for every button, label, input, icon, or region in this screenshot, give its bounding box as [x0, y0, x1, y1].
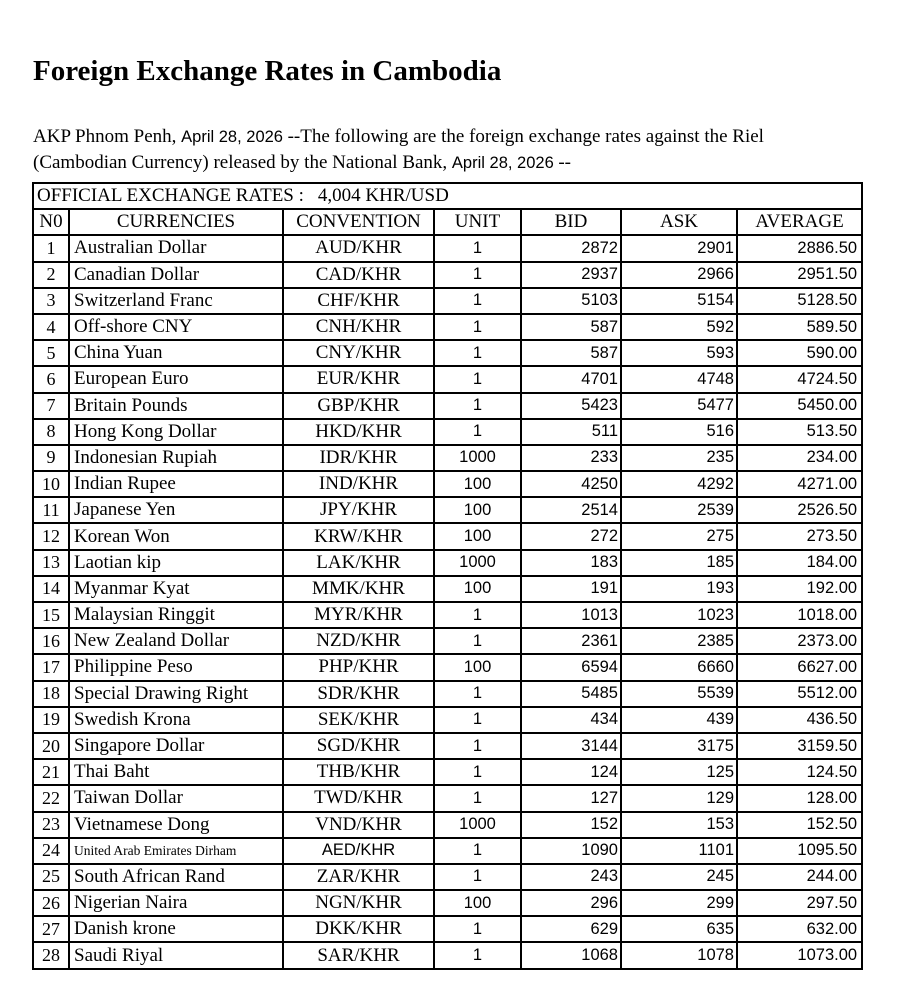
- cell-bid: 3144: [521, 733, 621, 759]
- cell-convention: VND/KHR: [283, 812, 434, 838]
- table-row: [33, 628, 862, 654]
- cell-no: 19: [33, 707, 69, 733]
- cell-convention: CNH/KHR: [283, 314, 434, 340]
- cell-bid: 191: [521, 576, 621, 602]
- cell-currency: Nigerian Naira: [69, 890, 283, 916]
- cell-average: 5128.50: [737, 288, 862, 314]
- cell-currency: Korean Won: [69, 523, 283, 549]
- cell-currency: New Zealand Dollar: [69, 628, 283, 654]
- cell-convention: LAK/KHR: [283, 550, 434, 576]
- cell-currency: Swedish Krona: [69, 707, 283, 733]
- cell-unit: 1: [434, 681, 521, 707]
- cell-no: 25: [33, 864, 69, 890]
- cell-average: 2373.00: [737, 628, 862, 654]
- cell-no: 20: [33, 733, 69, 759]
- cell-average: 192.00: [737, 576, 862, 602]
- cell-no: 23: [33, 812, 69, 838]
- cell-ask: 153: [621, 812, 737, 838]
- cell-currency: Japanese Yen: [69, 497, 283, 523]
- table-row: [33, 288, 862, 314]
- cell-average: 436.50: [737, 707, 862, 733]
- cell-ask: 516: [621, 419, 737, 445]
- cell-average: 128.00: [737, 785, 862, 811]
- cell-convention: MYR/KHR: [283, 602, 434, 628]
- table-row: [33, 419, 862, 445]
- cell-convention: PHP/KHR: [283, 654, 434, 680]
- cell-unit: 100: [434, 523, 521, 549]
- cell-convention: CNY/KHR: [283, 340, 434, 366]
- cell-currency: Singapore Dollar: [69, 733, 283, 759]
- cell-no: 4: [33, 314, 69, 340]
- cell-convention: CHF/KHR: [283, 288, 434, 314]
- cell-currency: Hong Kong Dollar: [69, 419, 283, 445]
- cell-currency: Australian Dollar: [69, 235, 283, 261]
- cell-no: 11: [33, 497, 69, 523]
- cell-convention: AUD/KHR: [283, 235, 434, 261]
- cell-average: 184.00: [737, 550, 862, 576]
- cell-bid: 272: [521, 523, 621, 549]
- cell-currency: Indian Rupee: [69, 471, 283, 497]
- table-row: [33, 890, 862, 916]
- cell-no: 14: [33, 576, 69, 602]
- cell-unit: 100: [434, 497, 521, 523]
- cell-convention: TWD/KHR: [283, 785, 434, 811]
- table-row: [33, 445, 862, 471]
- cell-average: 589.50: [737, 314, 862, 340]
- cell-ask: 245: [621, 864, 737, 890]
- cell-unit: 1: [434, 942, 521, 968]
- table-row: [33, 812, 862, 838]
- cell-no: 5: [33, 340, 69, 366]
- cell-currency: Off-shore CNY: [69, 314, 283, 340]
- cell-ask: 5477: [621, 393, 737, 419]
- cell-bid: 2514: [521, 497, 621, 523]
- exchange-rates-table-container: [32, 182, 863, 970]
- cell-average: 3159.50: [737, 733, 862, 759]
- cell-average: 2951.50: [737, 262, 862, 288]
- cell-convention: KRW/KHR: [283, 523, 434, 549]
- cell-currency: Myanmar Kyat: [69, 576, 283, 602]
- cell-convention: DKK/KHR: [283, 916, 434, 942]
- table-row: [33, 602, 862, 628]
- cell-no: 18: [33, 681, 69, 707]
- cell-bid: 2872: [521, 235, 621, 261]
- cell-average: 273.50: [737, 523, 862, 549]
- column-header-average: AVERAGE: [737, 209, 862, 235]
- cell-currency: United Arab Emirates Dirham: [69, 838, 283, 864]
- cell-average: 2886.50: [737, 235, 862, 261]
- cell-no: 28: [33, 942, 69, 968]
- cell-bid: 4250: [521, 471, 621, 497]
- table-row: [33, 550, 862, 576]
- cell-average: 632.00: [737, 916, 862, 942]
- cell-convention: JPY/KHR: [283, 497, 434, 523]
- cell-unit: 1: [434, 759, 521, 785]
- cell-unit: 1: [434, 733, 521, 759]
- official-rates-label: OFFICIAL EXCHANGE RATES :: [37, 185, 304, 207]
- cell-currency: Thai Baht: [69, 759, 283, 785]
- cell-unit: 1: [434, 288, 521, 314]
- cell-unit: 1: [434, 419, 521, 445]
- cell-unit: 1000: [434, 812, 521, 838]
- cell-bid: 511: [521, 419, 621, 445]
- table-row: [33, 733, 862, 759]
- cell-ask: 1023: [621, 602, 737, 628]
- cell-ask: 4748: [621, 366, 737, 392]
- cell-no: 16: [33, 628, 69, 654]
- column-header-convention: CONVENTION: [283, 209, 434, 235]
- cell-bid: 587: [521, 340, 621, 366]
- cell-bid: 2937: [521, 262, 621, 288]
- cell-no: 26: [33, 890, 69, 916]
- cell-bid: 2361: [521, 628, 621, 654]
- cell-bid: 1013: [521, 602, 621, 628]
- cell-ask: 2385: [621, 628, 737, 654]
- cell-average: 124.50: [737, 759, 862, 785]
- official-rates-cell: [33, 183, 862, 209]
- cell-average: 5450.00: [737, 393, 862, 419]
- cell-ask: 4292: [621, 471, 737, 497]
- cell-no: 6: [33, 366, 69, 392]
- column-header-bid: BID: [521, 209, 621, 235]
- cell-convention: IDR/KHR: [283, 445, 434, 471]
- cell-bid: 4701: [521, 366, 621, 392]
- cell-convention: SGD/KHR: [283, 733, 434, 759]
- table-row: [33, 759, 862, 785]
- cell-unit: 1: [434, 785, 521, 811]
- cell-currency: Britain Pounds: [69, 393, 283, 419]
- cell-average: 234.00: [737, 445, 862, 471]
- table-row: [33, 864, 862, 890]
- cell-bid: 183: [521, 550, 621, 576]
- cell-unit: 1000: [434, 445, 521, 471]
- table-row: [33, 707, 862, 733]
- cell-ask: 185: [621, 550, 737, 576]
- table-row: [33, 523, 862, 549]
- column-header-unit: UNIT: [434, 209, 521, 235]
- cell-currency: Canadian Dollar: [69, 262, 283, 288]
- cell-currency: Malaysian Ringgit: [69, 602, 283, 628]
- cell-average: 1018.00: [737, 602, 862, 628]
- cell-ask: 592: [621, 314, 737, 340]
- cell-bid: 5103: [521, 288, 621, 314]
- table-row: [33, 654, 862, 680]
- cell-no: 17: [33, 654, 69, 680]
- cell-unit: 1: [434, 916, 521, 942]
- cell-currency: European Euro: [69, 366, 283, 392]
- cell-currency: Danish krone: [69, 916, 283, 942]
- cell-currency: Philippine Peso: [69, 654, 283, 680]
- cell-average: 1073.00: [737, 942, 862, 968]
- cell-currency: Taiwan Dollar: [69, 785, 283, 811]
- cell-bid: 629: [521, 916, 621, 942]
- cell-currency: Laotian kip: [69, 550, 283, 576]
- cell-convention: NZD/KHR: [283, 628, 434, 654]
- cell-average: 244.00: [737, 864, 862, 890]
- official-rates-row: [33, 183, 862, 209]
- cell-convention: GBP/KHR: [283, 393, 434, 419]
- cell-average: 1095.50: [737, 838, 862, 864]
- table-row: [33, 576, 862, 602]
- column-header-n0: N0: [33, 209, 69, 235]
- cell-ask: 5539: [621, 681, 737, 707]
- cell-unit: 1: [434, 628, 521, 654]
- cell-bid: 1090: [521, 838, 621, 864]
- cell-no: 2: [33, 262, 69, 288]
- cell-no: 13: [33, 550, 69, 576]
- cell-ask: 299: [621, 890, 737, 916]
- cell-no: 24: [33, 838, 69, 864]
- intro-segment-date: April 28, 2026: [451, 154, 559, 172]
- cell-bid: 434: [521, 707, 621, 733]
- cell-no: 12: [33, 523, 69, 549]
- cell-no: 8: [33, 419, 69, 445]
- cell-ask: 2966: [621, 262, 737, 288]
- cell-ask: 275: [621, 523, 737, 549]
- table-row: [33, 497, 862, 523]
- cell-average: 590.00: [737, 340, 862, 366]
- cell-ask: 1078: [621, 942, 737, 968]
- table-row: [33, 262, 862, 288]
- cell-unit: 1: [434, 602, 521, 628]
- cell-currency: China Yuan: [69, 340, 283, 366]
- cell-average: 152.50: [737, 812, 862, 838]
- cell-currency: Indonesian Rupiah: [69, 445, 283, 471]
- cell-bid: 5485: [521, 681, 621, 707]
- cell-no: 15: [33, 602, 69, 628]
- cell-no: 10: [33, 471, 69, 497]
- cell-convention: IND/KHR: [283, 471, 434, 497]
- cell-currency: South African Rand: [69, 864, 283, 890]
- cell-ask: 2901: [621, 235, 737, 261]
- cell-ask: 3175: [621, 733, 737, 759]
- cell-convention: THB/KHR: [283, 759, 434, 785]
- cell-unit: 1: [434, 262, 521, 288]
- cell-convention: EUR/KHR: [283, 366, 434, 392]
- cell-bid: 233: [521, 445, 621, 471]
- column-header-currencies: CURRENCIES: [69, 209, 283, 235]
- cell-no: 3: [33, 288, 69, 314]
- intro-segment-text: AKP Phnom Penh,: [33, 126, 182, 147]
- cell-no: 7: [33, 393, 69, 419]
- cell-bid: 296: [521, 890, 621, 916]
- cell-unit: 1: [434, 393, 521, 419]
- cell-average: 5512.00: [737, 681, 862, 707]
- cell-convention: ZAR/KHR: [283, 864, 434, 890]
- cell-no: 27: [33, 916, 69, 942]
- intro-segment-date: April 28, 2026: [181, 128, 288, 146]
- cell-currency: Switzerland Franc: [69, 288, 283, 314]
- table-row: [33, 393, 862, 419]
- cell-convention: CAD/KHR: [283, 262, 434, 288]
- column-header-ask: ASK: [621, 209, 737, 235]
- cell-unit: 1: [434, 864, 521, 890]
- cell-average: 6627.00: [737, 654, 862, 680]
- cell-ask: 193: [621, 576, 737, 602]
- cell-currency: Saudi Riyal: [69, 942, 283, 968]
- cell-ask: 1101: [621, 838, 737, 864]
- cell-unit: 100: [434, 576, 521, 602]
- table-row: [33, 314, 862, 340]
- exchange-rates-table: [32, 182, 863, 970]
- table-row: [33, 235, 862, 261]
- table-row: [33, 916, 862, 942]
- cell-no: 1: [33, 235, 69, 261]
- cell-ask: 129: [621, 785, 737, 811]
- cell-convention: HKD/KHR: [283, 419, 434, 445]
- cell-ask: 635: [621, 916, 737, 942]
- cell-ask: 125: [621, 759, 737, 785]
- table-row: [33, 942, 862, 968]
- cell-bid: 152: [521, 812, 621, 838]
- cell-unit: 1: [434, 314, 521, 340]
- table-row: [33, 785, 862, 811]
- cell-convention: SAR/KHR: [283, 942, 434, 968]
- cell-average: 4724.50: [737, 366, 862, 392]
- cell-unit: 100: [434, 890, 521, 916]
- cell-no: 22: [33, 785, 69, 811]
- cell-average: 2526.50: [737, 497, 862, 523]
- cell-bid: 6594: [521, 654, 621, 680]
- cell-currency: Special Drawing Right: [69, 681, 283, 707]
- cell-bid: 124: [521, 759, 621, 785]
- cell-unit: 1: [434, 366, 521, 392]
- cell-convention: AED/KHR: [283, 838, 434, 864]
- cell-bid: 127: [521, 785, 621, 811]
- table-header-row: [33, 209, 862, 235]
- cell-ask: 593: [621, 340, 737, 366]
- cell-bid: 5423: [521, 393, 621, 419]
- cell-average: 513.50: [737, 419, 862, 445]
- cell-ask: 2539: [621, 497, 737, 523]
- cell-unit: 1: [434, 235, 521, 261]
- cell-average: 297.50: [737, 890, 862, 916]
- table-row: [33, 838, 862, 864]
- cell-unit: 1: [434, 838, 521, 864]
- cell-average: 4271.00: [737, 471, 862, 497]
- cell-unit: 1: [434, 340, 521, 366]
- cell-convention: MMK/KHR: [283, 576, 434, 602]
- table-row: [33, 366, 862, 392]
- cell-no: 21: [33, 759, 69, 785]
- cell-currency: Vietnamese Dong: [69, 812, 283, 838]
- cell-ask: 439: [621, 707, 737, 733]
- cell-unit: 100: [434, 471, 521, 497]
- table-row: [33, 340, 862, 366]
- cell-unit: 100: [434, 654, 521, 680]
- cell-bid: 587: [521, 314, 621, 340]
- cell-unit: 1000: [434, 550, 521, 576]
- cell-ask: 5154: [621, 288, 737, 314]
- cell-no: 9: [33, 445, 69, 471]
- table-row: [33, 471, 862, 497]
- cell-convention: SDR/KHR: [283, 681, 434, 707]
- official-rates-value: 4,004 KHR/USD: [317, 185, 449, 207]
- cell-convention: NGN/KHR: [283, 890, 434, 916]
- cell-unit: 1: [434, 707, 521, 733]
- intro-segment-text: --The following are the foreign exchange rates against the Riel (Cambodian Currency) released by the National Bank,: [33, 126, 764, 173]
- cell-ask: 235: [621, 445, 737, 471]
- table-row: [33, 681, 862, 707]
- cell-bid: 1068: [521, 942, 621, 968]
- cell-convention: SEK/KHR: [283, 707, 434, 733]
- cell-ask: 6660: [621, 654, 737, 680]
- intro-paragraph: [33, 124, 853, 176]
- intro-segment-text: --: [558, 152, 571, 173]
- page-title: Foreign Exchange Rates in Cambodia: [33, 55, 502, 88]
- cell-bid: 243: [521, 864, 621, 890]
